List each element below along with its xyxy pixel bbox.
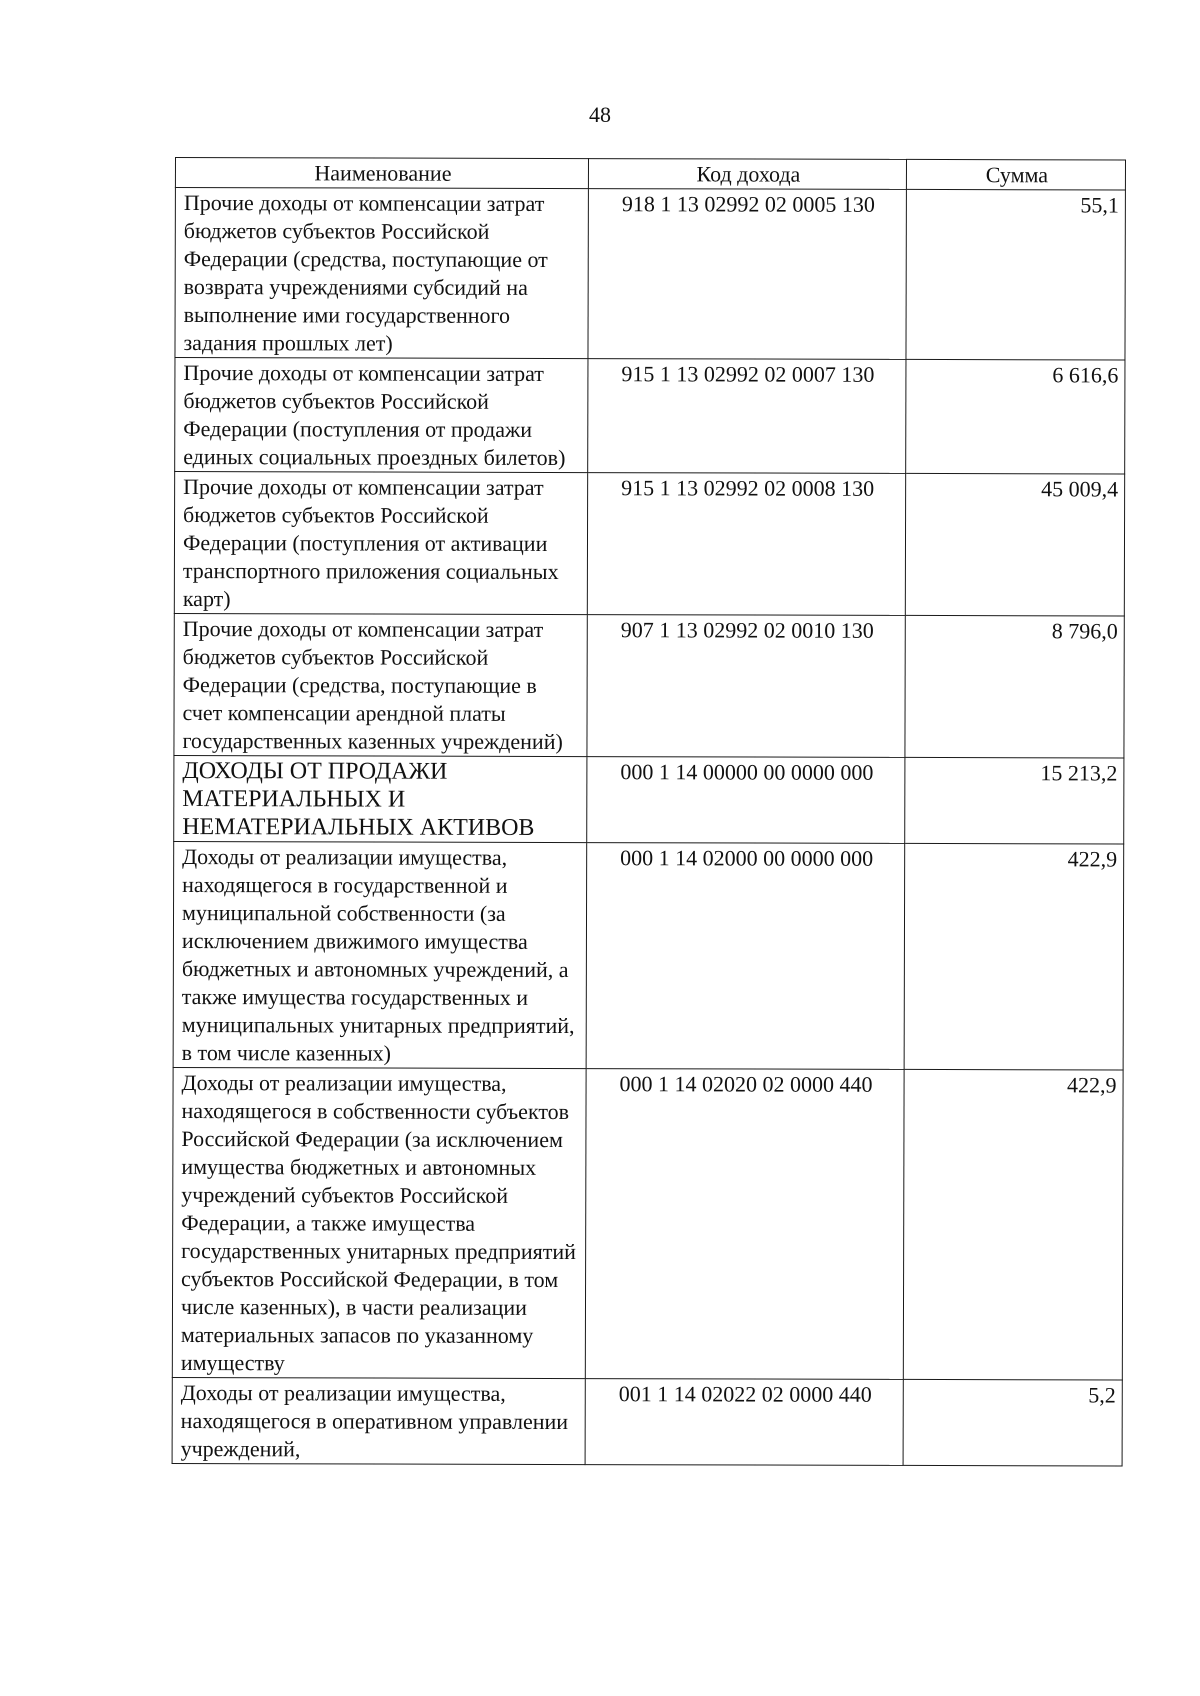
table-row: [174, 472, 1124, 616]
row-sum: 5,2: [903, 1379, 1122, 1466]
table-header-row: [175, 158, 1125, 190]
row-sum: 422,9: [904, 843, 1124, 1070]
row-name: Прочие доходы от компенсации затрат бюджетов субъектов Российской Федерации (поступления от активации транспортного приложения социальных карт): [174, 472, 587, 615]
revenue-table: [172, 157, 1126, 1466]
row-name: Прочие доходы от компенсации затрат бюджетов субъектов Российской Федерации (поступления от продажи единых социальных проездных билетов): [175, 358, 588, 473]
row-sum: 15 213,2: [905, 757, 1124, 844]
table-row: [174, 755, 1124, 843]
header-name: Наименование: [175, 158, 588, 189]
row-sum: 55,1: [906, 189, 1125, 360]
table-row: [173, 841, 1124, 1069]
header-sum: Сумма: [906, 159, 1125, 190]
row-name: Доходы от реализации имущества, находящегося в государственной и муниципальной собственности (за исключением движимого имущества бюджетных и автономных учреждений, а также имущества государственных и муниципальных унитарных предприятий, в том числе казенных): [173, 841, 587, 1068]
row-sum: 8 796,0: [905, 615, 1124, 758]
row-code: 915 1 13 02992 02 0008 130: [587, 473, 905, 616]
row-code: 000 1 14 00000 00 0000 000: [587, 757, 905, 844]
page-number: 48: [589, 102, 611, 127]
row-sum: 422,9: [903, 1069, 1123, 1380]
table-row: [175, 358, 1125, 474]
row-code: 000 1 14 02020 02 0000 440: [585, 1069, 904, 1380]
header-code: Код дохода: [588, 159, 906, 190]
table-row: [172, 1377, 1122, 1465]
row-code: 907 1 13 02992 02 0010 130: [587, 615, 905, 758]
row-sum: 45 009,4: [905, 473, 1124, 616]
row-sum: 6 616,6: [906, 359, 1125, 474]
table-row: [174, 613, 1124, 757]
row-code: 918 1 13 02992 02 0005 130: [588, 189, 906, 360]
table-row: [175, 188, 1125, 360]
row-name: Прочие доходы от компенсации затрат бюджетов субъектов Российской Федерации (средства, поступающие в счет компенсации арендной платы государственных казенных учреждений): [174, 613, 587, 756]
row-name: Доходы от реализации имущества, находящегося в собственности субъектов Российской Федерации (за исключением имущества бюджетных и автономных учреждений субъектов Российской Федерации, а также имущества государственных унитарных предприятий субъектов Российской Федерации, в том числе казенных), в части реализации материальных запасов по указанному имуществу: [172, 1067, 586, 1378]
row-code: 915 1 13 02992 02 0007 130: [588, 359, 906, 474]
row-name: ДОХОДЫ ОТ ПРОДАЖИ МАТЕРИАЛЬНЫХ И НЕМАТЕРИАЛЬНЫХ АКТИВОВ: [174, 755, 587, 842]
row-code: 001 1 14 02022 02 0000 440: [585, 1379, 903, 1466]
row-code: 000 1 14 02000 00 0000 000: [586, 843, 905, 1070]
row-name: Прочие доходы от компенсации затрат бюджетов субъектов Российской Федерации (средства, поступающие от возврата учреждениями субсидий на выполнение ими государственного задания прошлых лет): [175, 188, 588, 359]
table-row: [172, 1067, 1123, 1379]
row-name: Доходы от реализации имущества, находящегося в оперативном управлении учреждений,: [172, 1377, 585, 1464]
